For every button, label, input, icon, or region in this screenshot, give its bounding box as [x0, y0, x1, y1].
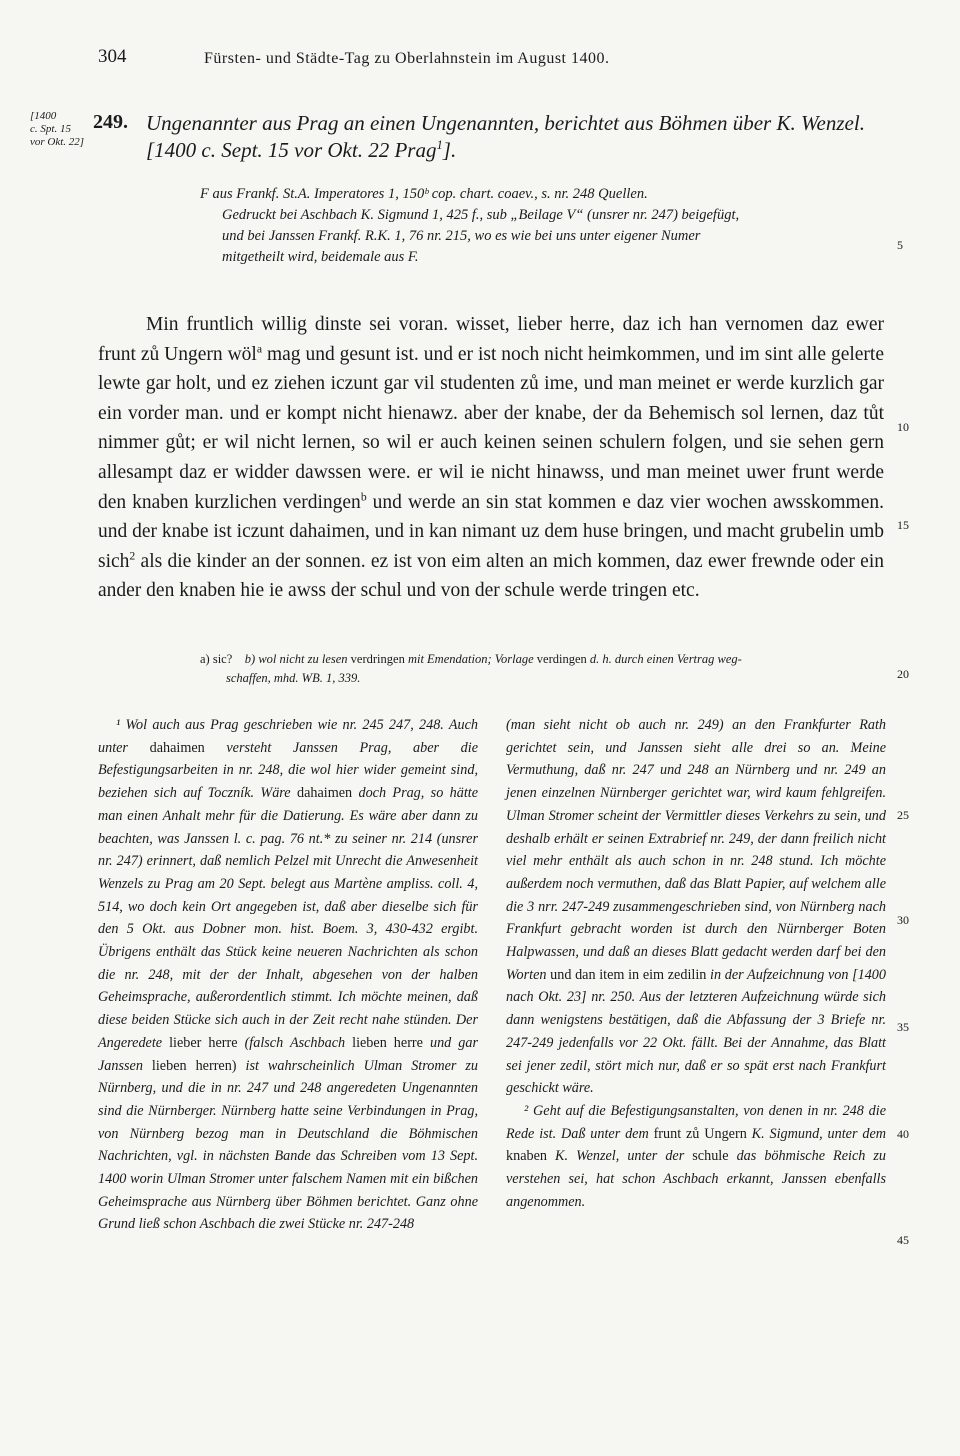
- line-number: 35: [897, 1020, 909, 1034]
- line-number: 20: [897, 667, 909, 681]
- footnote-1: ¹ Wol auch aus Prag geschrieben wie nr. 245 247, 248. Auch unter dahaimen versteht Janssen Prag, aber die Befestigungsarbeiten in nr. 248, die wol hier wider gemeint sind, beziehen sich auf Toczník. Wäre dahaimen doch Prag, so hätte man einen Anhalt mehr für die Datierung. Es wäre aber dann zu beachten, was Janssen l. c. pag. 76 nt.* zu seiner nr. 214 (unsrer nr. 247) erinnert, daß nemlich Pelzel mit Unrecht die Anwesenheit Wenzels zu Prag am 20 Sept. belegt aus Martène ampliss. coll. 4, 514, wo doch kein Ort angegeben ist, daß aber dieselbe sich für den 5 Okt. aus Dobner mon. hist. Boem. 3, 430-432 ergibt. Übrigens enthält das Stück keine neueren Nachrichten als schon die nr. 248, mit der der Inhalt, abgesehen von der halben Geheimsprache, außerordentlich stimmt. Ich möchte meinen, daß diese beiden Stücke sich auch in der Zeit recht nahe stünden. Der Angeredete lieber herre (falsch Aschbach lieben herre und gar Janssen lieben herren) ist wahrscheinlich Ulman Stromer zu Nürnberg, und die in nr. 247 und 248 angeredeten Ungenannten sind die Nürnberger. Nürnberg hatte seine Verbindungen in Prag, von Nürnberg bezog man in Deutschland die Böhmischen Nachrichten, vgl. in nächsten Bande das Schreiben vom 13 Sept. 1400 worin Ulman Stromer unter falschem Namen mit ein bißchen Geheimsprache aus Nürnberg über Böhmen berichtet. Ganz ohne Grund ließ schon Aschbach die zwei Stücke nr. 247-248: [98, 717, 479, 1233]
- footnote-2: ² Geht auf die Befestigungsanstalten, von denen in nr. 248 die Rede ist. Daß unter dem frunt zů Ungern K. Sigmund, unter dem knaben K. Wenzel, unter der schule das böhmische Reich zu verstehen sei, hat schon Aschbach erkannt, Janssen ebenfalls angenommen.: [506, 1102, 886, 1210]
- line-number: 45: [897, 1233, 909, 1247]
- line-number: 5: [897, 238, 903, 252]
- margin-date: [1400 c. Spt. 15 vor Okt. 22]: [30, 110, 85, 148]
- line-number: 15: [897, 518, 909, 532]
- running-title: Fürsten- und Städte-Tag zu Oberlahnstein im August 1400.: [204, 50, 610, 67]
- line-number: 10: [897, 420, 909, 434]
- line-number: 25: [897, 808, 909, 822]
- footnotes-left-column: [98, 714, 478, 1236]
- line-number: 40: [897, 1127, 909, 1141]
- critical-apparatus: a) sic? b) wol nicht zu lesen verdringen mit Emendation; Vorlage verdingen d. h. durch einen Vertrag weg- schaffen, mhd. WB. 1, 339.: [200, 652, 742, 685]
- document-number: 249.: [93, 111, 128, 133]
- document-title: Ungenannter aus Prag an einen Ungenannten, berichtet aus Böhmen über K. Wenzel. [1400 c. Sept. 15 vor Okt. 22 Prag$^1$].: [146, 111, 865, 162]
- letter-text: Min fruntlich willig dinste sei voran. wisset, lieber herre, daz ich han vernomen daz ewer frunt zů Ungern wöl$^a$ mag und gesunt ist. und er ist noch nicht heimkommen, und im sint alle gelerte lewte gar holt, und ez ziehen iczunt gar vil studenten zů ime, und man meinet er werde kurzlich gar ein vorder man. und er kompt nicht hienawz. aber der knabe, der da Behemisch sol lernen, daz tůt nimmer gůt; er wil nicht lernen, so wil er auch keinen seinen schulern folgen, und sie sehen gern allesampt daz er widder dawssen were. er wil ie nicht hinawss, und man meinet uwer frunt werde den knaben kurzlichen verdingen$^b$ und werde an sin stat kommen e daz vier wochen awsskommen. und der knabe ist iczunt dahaimen, und in kan nimant uz dem huse bringen, und macht grubelin umb sich$^2$ als die kinder an der sonnen. ez ist von eim alten an mich kommen, daz ewer frewnde oder ein ander den knaben hie ie awss der schul und von der schule werde tringen etc.: [98, 314, 884, 602]
- source-description: F aus Frankf. St.A. Imperatores 1, 150ᵇ cop. chart. coaev., s. nr. 248 Quellen. Gedruckt bei Aschbach K. Sigmund 1, 425 f., sub „Beilage V“ (unsrer nr. 247) beigefügt, und bei Janssen Frankf. R.K. 1, 76 nr. 215, wo es wie bei uns unter eigener Numer mitgetheilt wird, beidemale aus F.: [200, 186, 740, 265]
- line-number: 30: [897, 913, 909, 927]
- page-number: 304: [98, 46, 127, 67]
- footnote-1-continued: (man sieht nicht ob auch nr. 249) an den Frankfurter Rath gerichtet sein, und Janssen sieht alle drei so an. Meine Vermuthung, daß nr. 247 und 248 an Nürnberg und nr. 249 an jenen einzelnen Nürnberger gerichtet war, wird kaum fehlgreifen. Ulman Stromer scheint der Vermittler dieses Verkehrs zu sein, und deshalb erhält er seinen Extrabrief nr. 249, der dann freilich nicht viel mehr enthält als auch schon in nr. 248 stund. Ich möchte außerdem noch vermuthen, daß das Blatt Papier, auf welchem alle die 3 nrr. 247-249 zusammengeschrieben sind, von Nürnberg nach Frankfurt gebracht worden ist durch den Nürnberger Boten Halpwassen, und daß an dieses Blatt gedacht werden darf bei den Worten und dan item in eim zedilin in der Aufzeichnung von [1400 nach Okt. 23] nr. 250. Aus der letzteren Aufzeichnung würde sich dann wenigstens bestätigen, daß die Abfassung der 3 Briefe nr. 247-249 jedenfalls vor 22 Okt. fällt. Bei der Annahme, das Blatt sei jener zedil, stört mich nur, daß er so spät erst nach Frankfurt geschickt wäre.: [506, 717, 886, 1097]
- footnotes-right-column: [506, 714, 886, 1213]
